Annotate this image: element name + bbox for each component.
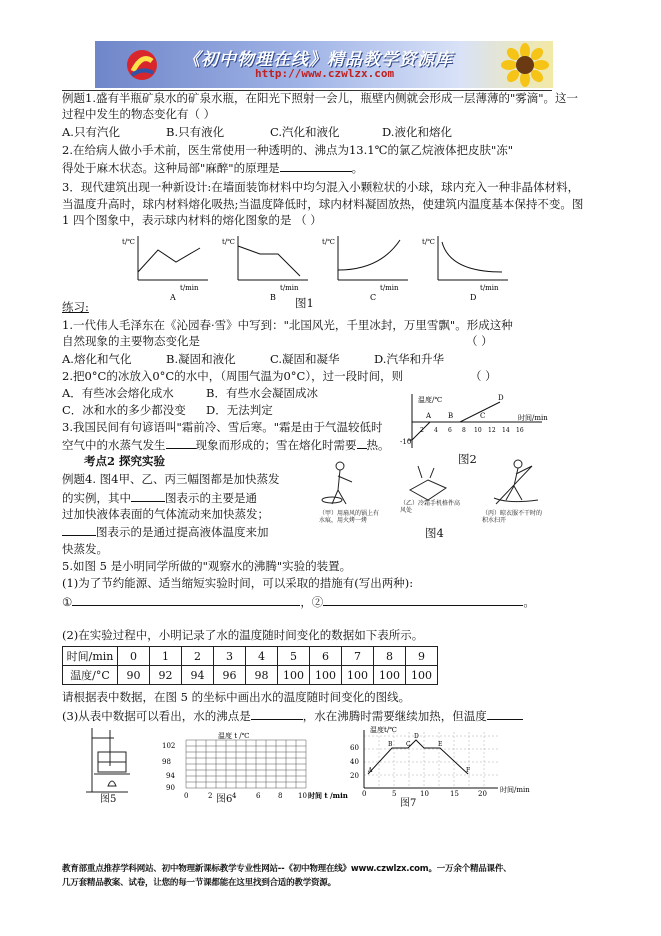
q5-circle-1: ① (62, 595, 73, 609)
section-title: 考点2 探究实验 (84, 454, 166, 468)
p3-blank-2[interactable] (357, 437, 367, 449)
p2-opt-a: A．有些冰会熔化成水 (62, 386, 174, 400)
fig7-pt-e: E (438, 741, 443, 748)
p2-opt-b: B．有些水会凝固成冰 (206, 386, 318, 400)
fig5-ytick-1: 98 (162, 758, 171, 766)
p2-opt-c: C．冰和水的多少都没变 (62, 403, 186, 417)
page-footer (62, 862, 511, 890)
ex4-line3: 过加快液体表面的气体流动来加快蒸发； (62, 507, 269, 521)
fig7-pt-c: C (406, 741, 411, 748)
ex4-blank-2[interactable] (62, 524, 96, 536)
ex4-line2-a: 的实例，其中 (62, 491, 131, 505)
graph-d (438, 236, 508, 280)
table-cell: 96 (214, 666, 246, 685)
p1-opt-a: A.熔化和气化 (62, 352, 132, 366)
q5-line6-b: ，水在沸腾时需要继续加热，但温度 (302, 709, 487, 723)
graph-b (238, 236, 308, 280)
table-cell: 2 (182, 647, 214, 666)
p1-opt-b: B.凝固和液化 (166, 352, 236, 366)
q5-line2: (1)为了节约能源、适当缩短实验时间，可以采取的措施有(写出两种): (62, 576, 414, 590)
fig2-tick-10: 10 (474, 427, 482, 434)
table-cell: 100 (406, 666, 438, 685)
ex4-line2 (62, 490, 257, 506)
p3-line2-c: 热。 (366, 438, 390, 452)
q5-line1: 5.如图 5 是小明同学所做的"观察水的沸腾"实验的装置。 (62, 559, 352, 573)
fig7-ytick-1: 40 (350, 758, 359, 766)
table-cell: 0 (118, 647, 150, 666)
g1-tag: A (170, 293, 176, 302)
fig1-caption: 图1 (295, 296, 314, 310)
fig7-xtick-3: 15 (450, 790, 459, 798)
p2-opt-d: D．无法判定 (206, 403, 273, 417)
banner-title: 《初中物理在线》精品教学资源库 (183, 50, 453, 70)
fig7-xtick-0: 0 (362, 790, 367, 798)
p1-line1: 1.一代伟人毛泽东在《沁园春·雪》中写到："北国风光，千里冰封，万里雪飘"。形成这种 (62, 318, 513, 332)
sunflower-icon (499, 43, 551, 87)
fig5-xtick-3: 6 (256, 792, 261, 800)
fig5-ytick-2: 94 (166, 772, 175, 780)
table-cell: 4 (246, 647, 278, 666)
banner-url[interactable]: http://www.czwlzx.com (255, 67, 395, 80)
q5-blank-1[interactable] (72, 594, 300, 606)
fig4-caption: 图4 (425, 526, 444, 540)
fig2-tick-8: 8 (462, 427, 466, 434)
q2-line1: 2.在给病人做小手术前，医生常使用一种透明的、沸点为13.1℃的氯乙烷液体把皮肤"冻" (62, 143, 514, 157)
fig7-chart (350, 726, 546, 796)
fig4-figure-a (322, 462, 352, 504)
footer-line2: 几万套精品教案、试卷，让您的每一节课都能在这里找到合适的教学资源。 (62, 878, 336, 888)
table-cell: 9 (406, 647, 438, 666)
fig2-tick-14: 14 (502, 427, 510, 434)
graph-a (138, 236, 208, 280)
fig7-ytick-0: 60 (350, 744, 359, 752)
q5-line6-a: (3)从表中数据可以看出，水的沸点是 (62, 709, 251, 723)
grid-lines (186, 740, 306, 788)
fig5-xtick-0: 0 (184, 792, 189, 800)
practice-heading: 练习: (62, 300, 89, 314)
fig2-tick-2: 2 (420, 427, 424, 434)
fig2-pt-b: B (448, 412, 454, 420)
fig7-pt-d: D (414, 733, 419, 740)
fig5-xtick-5: 10 (298, 792, 307, 800)
table-cell: 温度/°C (63, 666, 118, 685)
fig1-graphs (120, 232, 520, 302)
p2-paren: （ ） (470, 369, 497, 383)
header-banner (95, 41, 553, 88)
fig2-neg: -10 (400, 438, 412, 446)
table-cell: 100 (278, 666, 310, 685)
g3-xlabel: t/min (380, 284, 399, 292)
table-cell: 3 (214, 647, 246, 666)
p3-line2 (62, 437, 390, 453)
fig7-xtick-1: 5 (392, 790, 397, 798)
q5-blank-2[interactable] (323, 594, 523, 606)
q2-line2-end: 。 (351, 161, 364, 175)
table-cell: 98 (246, 666, 278, 685)
fig7-xtick-4: 20 (478, 790, 487, 798)
q3-line3: 1 四个图象中，表示球内材料的熔化图象的是 （ ） (62, 213, 322, 227)
g2-tag: B (270, 293, 276, 302)
g4-ylabel: t/℃ (422, 238, 436, 246)
q3-line2: 当温度升高时，球内材料熔化吸热;当温度降低时，球内材料凝固放热，使建筑内温度基本保持不变。图 (62, 197, 584, 211)
p3-line2-b: 现象而形成的；雪在熔化时需要 (195, 438, 357, 452)
table-cell: 5 (278, 647, 310, 666)
q1-opt-a: A.只有汽化 (62, 125, 120, 139)
ex4-line1: 例题4. 图4甲、乙、丙三幅图都是加快蒸发 (62, 472, 280, 486)
table-cell: 90 (118, 666, 150, 685)
fig5-ytick-0: 102 (162, 742, 176, 750)
fig2-xlabel: 时间/min (518, 414, 548, 422)
table-cell: 100 (310, 666, 342, 685)
q5-blank-4[interactable] (487, 708, 523, 720)
p2-line1: 2.把0°C的冰放入0°C的水中，（周围气温为0°C），过一段时间，则 (62, 369, 404, 383)
q5-circle-2: ，② (300, 595, 324, 609)
p1-paren: （ ） (466, 334, 493, 348)
fig5-xlabel: 时间 t /min (308, 791, 348, 800)
fig4-figure-c (494, 460, 538, 504)
q5-blank-3[interactable] (251, 708, 303, 720)
g1-xlabel: t/min (180, 284, 199, 292)
q3-line1: 3．现代建筑出现一种新设计:在墙面装饰材料中均匀混入小颗粒状的小球，球内充入一种非晶体材料， (62, 180, 580, 194)
fig5-ylabel: 温度 t /℃ (218, 732, 250, 740)
fig7-pt-a: A (368, 767, 373, 774)
fig7-pt-b: B (388, 741, 393, 748)
logo-icon (125, 47, 159, 83)
fig7-grid (364, 732, 498, 788)
p1-opt-d: D.汽华和升华 (374, 352, 444, 366)
ex4-line4 (62, 524, 269, 540)
fig2-tick-6: 6 (448, 427, 452, 434)
table-cell: 1 (150, 647, 182, 666)
g4-tag: D (470, 293, 477, 302)
table-cell: 时间/min (63, 647, 118, 666)
p1-opt-c: C.凝固和凝华 (270, 352, 340, 366)
fig2-tick-4: 4 (434, 427, 438, 434)
q1-line1: 例题1.盛有半瓶矿泉水的矿泉水瓶，在阳光下照射一会儿，瓶壁内侧就会形成一层薄薄的"雾滴"。这一 (62, 91, 579, 105)
ex4-line2-b: 图表示的主要是通 (165, 491, 257, 505)
fig2-tick-12: 12 (488, 427, 496, 434)
table-cell: 100 (374, 666, 406, 685)
p1-line2: 自然现象的主要物态变化是 (62, 334, 200, 348)
g4-xlabel: t/min (480, 284, 499, 292)
q2-line2-text: 得处于麻木状态。这种局部"麻醉"的原理是 (62, 161, 280, 175)
fig2-caption: 图2 (458, 452, 477, 466)
table-row (63, 666, 438, 685)
fig2-pt-a: A (426, 412, 432, 420)
p3-line1: 3.我国民间有句谚语叫"霜前冷、雪后寒。"霜是由于气温较低时 (62, 420, 383, 434)
p3-line2-a: 空气中的水蒸气发生 (62, 438, 166, 452)
fig4-caption-b: （乙）冷霜手机格件高风处 (400, 500, 461, 514)
fig5-xtick-4: 8 (278, 792, 283, 800)
fig4-figure-b (410, 466, 446, 500)
table-cell: 100 (342, 666, 374, 685)
fig5-caption: 图5 (100, 794, 117, 805)
fig2-graph (400, 392, 550, 452)
q5-line6 (62, 708, 523, 724)
fig5-xtick-1: 2 (208, 792, 213, 800)
fig6-caption: 图6 (216, 794, 233, 805)
g1-ylabel: t/℃ (122, 238, 136, 246)
table-cell: 94 (182, 666, 214, 685)
g3-ylabel: t/℃ (322, 238, 336, 246)
q5-line4: (2)在实验过程中，小明记录了水的温度随时间变化的数据如下表所示。 (62, 628, 424, 642)
q1-opt-d: D.液化和熔化 (382, 125, 452, 139)
fig2-pt-c: C (480, 412, 486, 420)
graph-c (338, 236, 408, 280)
q2-answer-blank[interactable] (280, 160, 352, 172)
p3-blank-1[interactable] (166, 437, 196, 449)
q2-line2 (62, 160, 363, 176)
fig2-pt-d: D (498, 394, 504, 402)
fig5-ytick-3: 90 (166, 784, 175, 792)
footer-line1: 教育部重点推荐学科网站、初中物理新课标教学专业性网站--《初中物理在线》www.czwlzx.com。一万余个精品课件、 (62, 864, 512, 874)
g2-xlabel: t/min (280, 284, 299, 292)
fig2-ylabel: 温度/℃ (418, 396, 443, 404)
q1-opt-c: C.汽化和液化 (270, 125, 340, 139)
table-cell: 6 (310, 647, 342, 666)
data-table (62, 646, 438, 685)
fig7-xtick-2: 10 (420, 790, 429, 798)
table-row (63, 647, 438, 666)
q1-line2: 过程中发生的物态变化有（ ） (62, 107, 216, 121)
fig7-pt-f: F (466, 767, 471, 774)
q5-line5: 请根据表中数据，在图 5 的坐标中画出水的温度随时间变化的图线。 (62, 690, 411, 704)
fig7-xlabel: 时间/min (500, 786, 530, 794)
fig7-caption: 图7 (400, 798, 417, 809)
fig5-xtick-2: 4 (232, 792, 237, 800)
fig4-caption-a: （甲）用扇风的锅上有水痕，用火烤一烤 (319, 510, 380, 524)
q5-line3-end: 。 (523, 595, 535, 609)
fig7-ylabel: 温度t/℃ (370, 726, 398, 734)
ex4-blank-1[interactable] (131, 490, 165, 502)
g2-ylabel: t/℃ (222, 238, 236, 246)
table-cell: 8 (374, 647, 406, 666)
fig2-tick-16: 16 (516, 427, 524, 434)
ex4-line4-text: 图表示的是通过提高液体温度来加 (96, 525, 269, 539)
table-cell: 92 (150, 666, 182, 685)
table-cell: 7 (342, 647, 374, 666)
q1-opt-b: B.只有液化 (166, 125, 225, 139)
apparatus-illustration (84, 726, 134, 798)
fig7-ytick-2: 20 (350, 772, 359, 780)
fig4-caption-c: （丙）晾衣服不干时的积水扫开 (482, 510, 543, 524)
g3-tag: C (370, 293, 377, 302)
q5-line3 (62, 594, 535, 610)
ex4-line5: 快蒸发。 (62, 542, 108, 556)
